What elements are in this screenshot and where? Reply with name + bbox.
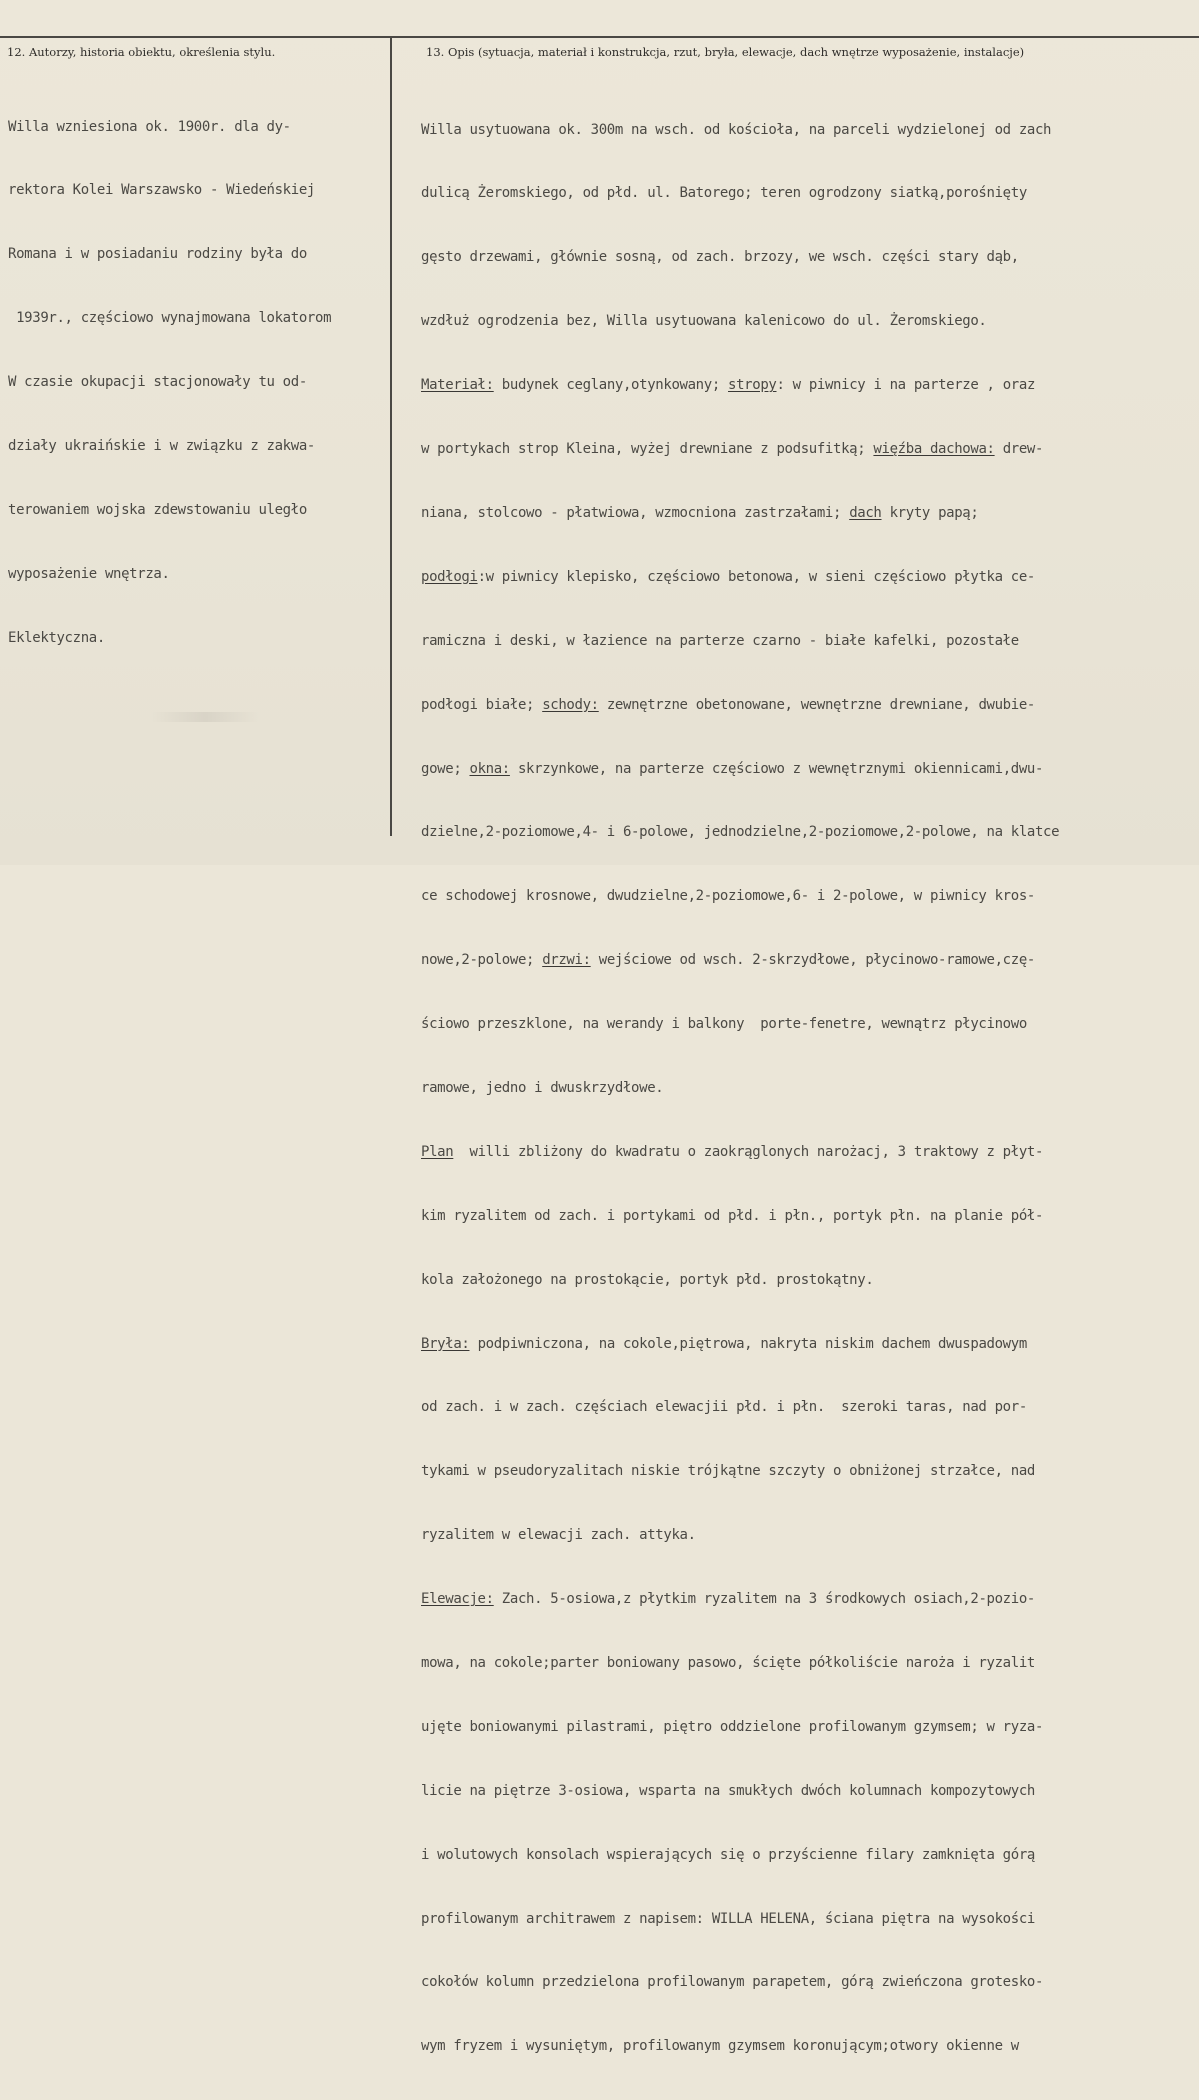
text-run: wejściowe od wsch. 2-skrzydłowe, płycinowo-ramowe,czę- [590, 952, 1036, 969]
text-line: Romana i w posiadaniu rodziny była do [8, 246, 307, 263]
text-line: wyposażenie wnętrza. [8, 565, 170, 582]
right-column-text [421, 77, 1059, 2100]
top-rule [0, 36, 1199, 38]
text-run: podpiwniczona, na cokole,piętrowa, nakryta niskim dachem dwuspadowym [469, 1335, 1027, 1352]
text-run: : w piwnicy i na parterze , oraz [776, 377, 1036, 394]
text-line: ryzalitem w elewacji zach. attyka. [421, 1527, 696, 1544]
text-run: podłogi białe; [421, 696, 543, 713]
faded-stamp-mark [150, 712, 260, 722]
text-line: profilowanym architrawem z napisem: WILLA HELENA, ściana piętra na wysokości [421, 1910, 1035, 1927]
text-line: wzdłuż ogrodzenia bez, Willa usytuowana kalenicowo do ul. Żeromskiego. [421, 313, 987, 330]
section-term-plan: Plan [421, 1143, 454, 1160]
text-line: gęsto drzewami, głównie sosną, od zach. brzozy, we wsch. części stary dąb, [421, 249, 1019, 266]
text-line: W czasie okupacji stacjonowały tu od- [8, 374, 307, 391]
text-line: Willa wzniesiona ok. 1900r. dla dy- [8, 118, 291, 135]
section-term-drzwi: drzwi: [542, 952, 591, 969]
text-line: dzielne,2-poziomowe,4- i 6-polowe, jednodzielne,2-poziomowe,2-polowe, na klatce [421, 824, 1060, 841]
section-term-schody: schody: [542, 696, 599, 713]
text-line: 1939r., częściowo wynajmowana lokatorom [8, 310, 332, 327]
text-line [421, 695, 1059, 716]
text-line: Willa usytuowana ok. 300m na wsch. od kościoła, na parceli wydzielonej od zach [421, 121, 1052, 138]
left-column-text [8, 74, 331, 692]
text-line: ściowo przeszklone, na werandy i balkony porte-fenetre, wewnątrz płycinowo [421, 1016, 1027, 1033]
text-run: budynek ceglany,otynkowany; [493, 377, 729, 394]
text-run: :w piwnicy klepisko, częściowo betonowa, w sieni częściowo płytka ce- [477, 568, 1035, 585]
section-term-stropy: stropy [728, 377, 777, 394]
text-line: ujęte boniowanymi pilastrami, piętro oddzielone profilowanym gzymsem; w ryza- [421, 1718, 1044, 1735]
text-run: Zach. 5-osiowa,z płytkim ryzalitem na 3 środkowych osiach,2-pozio- [493, 1591, 1035, 1608]
text-line [421, 375, 1059, 396]
text-line: tykami w pseudoryzalitach niskie trójkątne szczyty o obniżonej strzałce, nad [421, 1463, 1035, 1480]
text-line: kim ryzalitem od zach. i portykami od płd. i płn., portyk płn. na planie pół- [421, 1207, 1044, 1224]
section-term-material: Materiał: [421, 377, 494, 394]
text-run: kryty papą; [881, 504, 979, 521]
section-term-okna: okna: [469, 760, 510, 777]
text-line: wym fryzem i wysuniętym, profilowanym gzymsem koronującym;otwory okienne w [421, 2038, 1019, 2055]
right-column-header: 13. Opis (sytuacja, materiał i konstrukcja, rzut, bryła, elewacje, dach wnętrze wyposażenie, instalacje) [426, 45, 1025, 59]
section-term-elewacje: Elewacje: [421, 1591, 494, 1608]
text-line [421, 503, 1059, 524]
text-line [421, 759, 1059, 780]
text-line: ce schodowej krosnowe, dwudzielne,2-poziomowe,6- i 2-polowe, w piwnicy kros- [421, 888, 1035, 905]
section-term-bryla: Bryła: [421, 1335, 470, 1352]
text-line: terowaniem wojska zdewstowaniu uległo [8, 501, 307, 518]
text-run: skrzynkowe, na parterze częściowo z wewnętrznymi okiennicami,dwu- [509, 760, 1044, 777]
text-run: w portykach strop Kleina, wyżej drewniane z podsufitką; [421, 441, 874, 458]
text-line: ramiczna i deski, w łazience na parterze czarno - białe kafelki, pozostałe [421, 632, 1019, 649]
text-line [421, 1589, 1059, 1610]
text-line: cokołów kolumn przedzielona profilowanym parapetem, górą zwieńczona grotesko- [421, 1974, 1044, 1991]
column-divider [390, 36, 392, 836]
text-line [421, 567, 1059, 588]
left-column-header: 12. Autorzy, historia obiektu, określenia stylu. [7, 45, 276, 59]
text-run: drew- [994, 441, 1044, 458]
text-line: Eklektyczna. [8, 629, 105, 646]
text-run: willi zbliżony do kwadratu o zaokrąglonych narożacj, 3 traktowy z płyt- [453, 1143, 1044, 1160]
section-term-dach: dach [849, 504, 882, 521]
text-line [421, 950, 1059, 971]
text-line: licie na piętrze 3-osiowa, wsparta na smukłych dwóch kolumnach kompozytowych [421, 1782, 1035, 1799]
text-line [421, 439, 1059, 460]
text-line: działy ukraińskie i w związku z zakwa- [8, 438, 315, 455]
text-line: dulicą Żeromskiego, od płd. ul. Batorego; teren ogrodzony siatką,porośnięty [421, 185, 1027, 202]
text-run: gowe; [421, 760, 470, 777]
text-line: i wolutowych konsolach wspierających się o przyścienne filary zamknięta górą [421, 1846, 1035, 1863]
text-line [421, 1142, 1059, 1163]
text-line [421, 1334, 1059, 1355]
text-line: rektora Kolei Warszawsko - Wiedeńskiej [8, 182, 315, 199]
text-run: zewnętrzne obetonowane, wewnętrzne drewniane, dwubie- [598, 696, 1036, 713]
text-line: mowa, na cokole;parter boniowany pasowo, ścięte półkoliście naroża i ryzalit [421, 1654, 1035, 1671]
section-term-wiezba: więźba dachowa: [873, 441, 995, 458]
text-line: kola założonego na prostokącie, portyk płd. prostokątny. [421, 1271, 874, 1288]
text-run: nowe,2-polowe; [421, 952, 543, 969]
text-run: niana, stolcowo - płatwiowa, wzmocniona zastrzałami; [421, 504, 850, 521]
text-line: ramowe, jedno i dwuskrzydłowe. [421, 1079, 664, 1096]
text-line: od zach. i w zach. częściach elewacjii płd. i płn. szeroki taras, nad por- [421, 1399, 1027, 1416]
section-term-podlogi: podłogi [421, 568, 478, 585]
